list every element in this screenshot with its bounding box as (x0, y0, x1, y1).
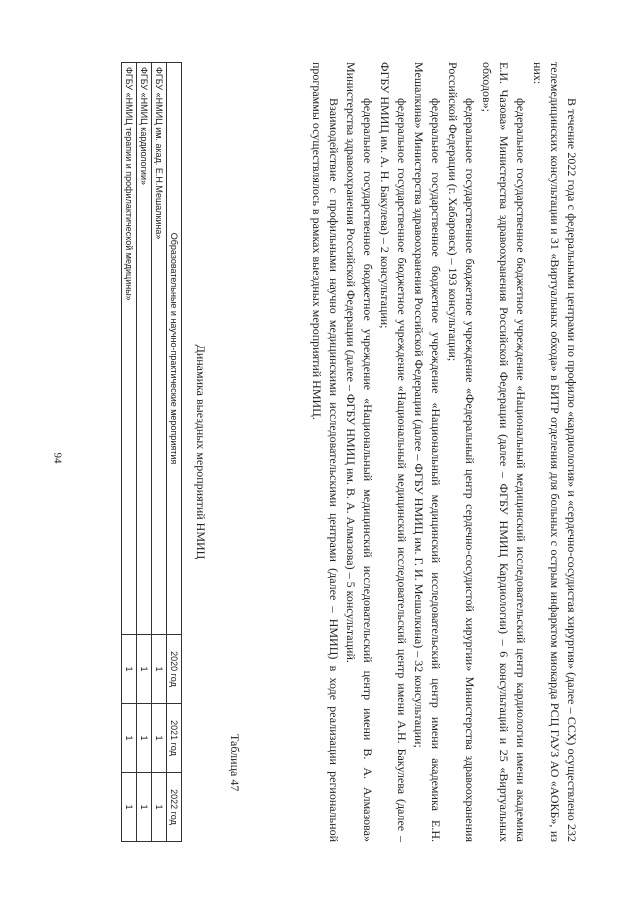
paragraph-bakulev-center: федеральное государственное бюджетное учреждение «Национальный медицинский исследовательский центр имени А.Н. Бакулева (далее – ФГБУ НМИЦ им. А. Н. Бакулева) – 2 консультации; (378, 62, 409, 842)
page-number: 94 (51, 452, 64, 464)
table-title: Динамика выездных мероприятий НМИЦ (194, 344, 208, 560)
row-value-2020: 1 (152, 635, 167, 704)
table-label: Таблица 47 (228, 734, 242, 792)
row-value-2022: 1 (137, 773, 152, 842)
header-2020: 2020 год (167, 635, 182, 704)
paragraph-interaction: Взаимодействие с профильными научно медицинскими исследовательскими центрами (далее – НМИЦ) в ходе реализации региональной программы осуществлялось в рамках выездных мероприятий НМИЦ. (310, 62, 341, 842)
row-value-2021: 1 (152, 704, 167, 773)
row-name: ФГБУ «НМИЦ им. акад. Е.Н.Мешалкина» (152, 63, 167, 635)
paragraph-almazov-center: федеральное государственное бюджетное учреждение «Национальный медицинский исследовательский центр имени В. А. Алмазова» Министерства здравоохранения Российской Федерации (далее – ФГБУ НМИЦ им. В. А. Алмазова) – 5 консультаций. (344, 62, 375, 842)
events-table (121, 62, 182, 842)
body-text (308, 62, 580, 842)
paragraph-meshalkin-center: федеральное государственное бюджетное учреждение «Национальный медицинский исследовательский центр имени академика Е.Н. Мешалкина» Министерства здравоохранения Российской Федерации (далее – ФГБУ НМИЦ им. Г. И. Мешалкина) – 32 консультации; (412, 62, 443, 842)
row-name: ФГБУ «НМИЦ кардиологии» (137, 63, 152, 635)
table-row (122, 63, 137, 842)
table-row (137, 63, 152, 842)
row-value-2020: 1 (122, 635, 137, 704)
header-2021: 2021 год (167, 704, 182, 773)
table-header-row (167, 63, 182, 842)
paragraph-intro: В течение 2022 года с федеральными центрами по профилю «кардиология» и «сердечно-сосудистая хирургия» (далее – ССХ) осуществлено 232 телемедицинских консультации и 31 «Виртуальных обхода» в БИТР отделения для больных с острым инфарктом миокарда РСЦ ГАУЗ АО «АОКБ», из них: (531, 62, 579, 842)
row-value-2020: 1 (137, 635, 152, 704)
table-row (152, 63, 167, 842)
rotated-page-content (40, 62, 580, 842)
row-value-2021: 1 (122, 704, 137, 773)
row-value-2021: 1 (137, 704, 152, 773)
row-value-2022: 1 (152, 773, 167, 842)
row-value-2022: 1 (122, 773, 137, 842)
paragraph-cardiology-center: федеральное государственное бюджетное учреждение «Национальный медицинский исследовательский центр кардиологии имени академика Е.И. Чазова» Министерства здравоохранения Российской Федерации (далее – ФГБУ НМИЦ Кардиологии) – 6 консультаций и 25 «Виртуальных обходов»; (480, 62, 528, 842)
header-2022: 2022 год (167, 773, 182, 842)
header-events: Образовательные и научно-практические мероприятия (167, 63, 182, 635)
row-name: ФГБУ «НМИЦ терапии и профилактической медицины» (122, 63, 137, 635)
paragraph-khabarovsk-center: федеральное государственное бюджетное учреждение «Федеральный центр сердечно-сосудистой хирургии» Министерства здравоохранения Российской Федерации (г. Хабаровск) – 193 консультации; (446, 62, 477, 842)
